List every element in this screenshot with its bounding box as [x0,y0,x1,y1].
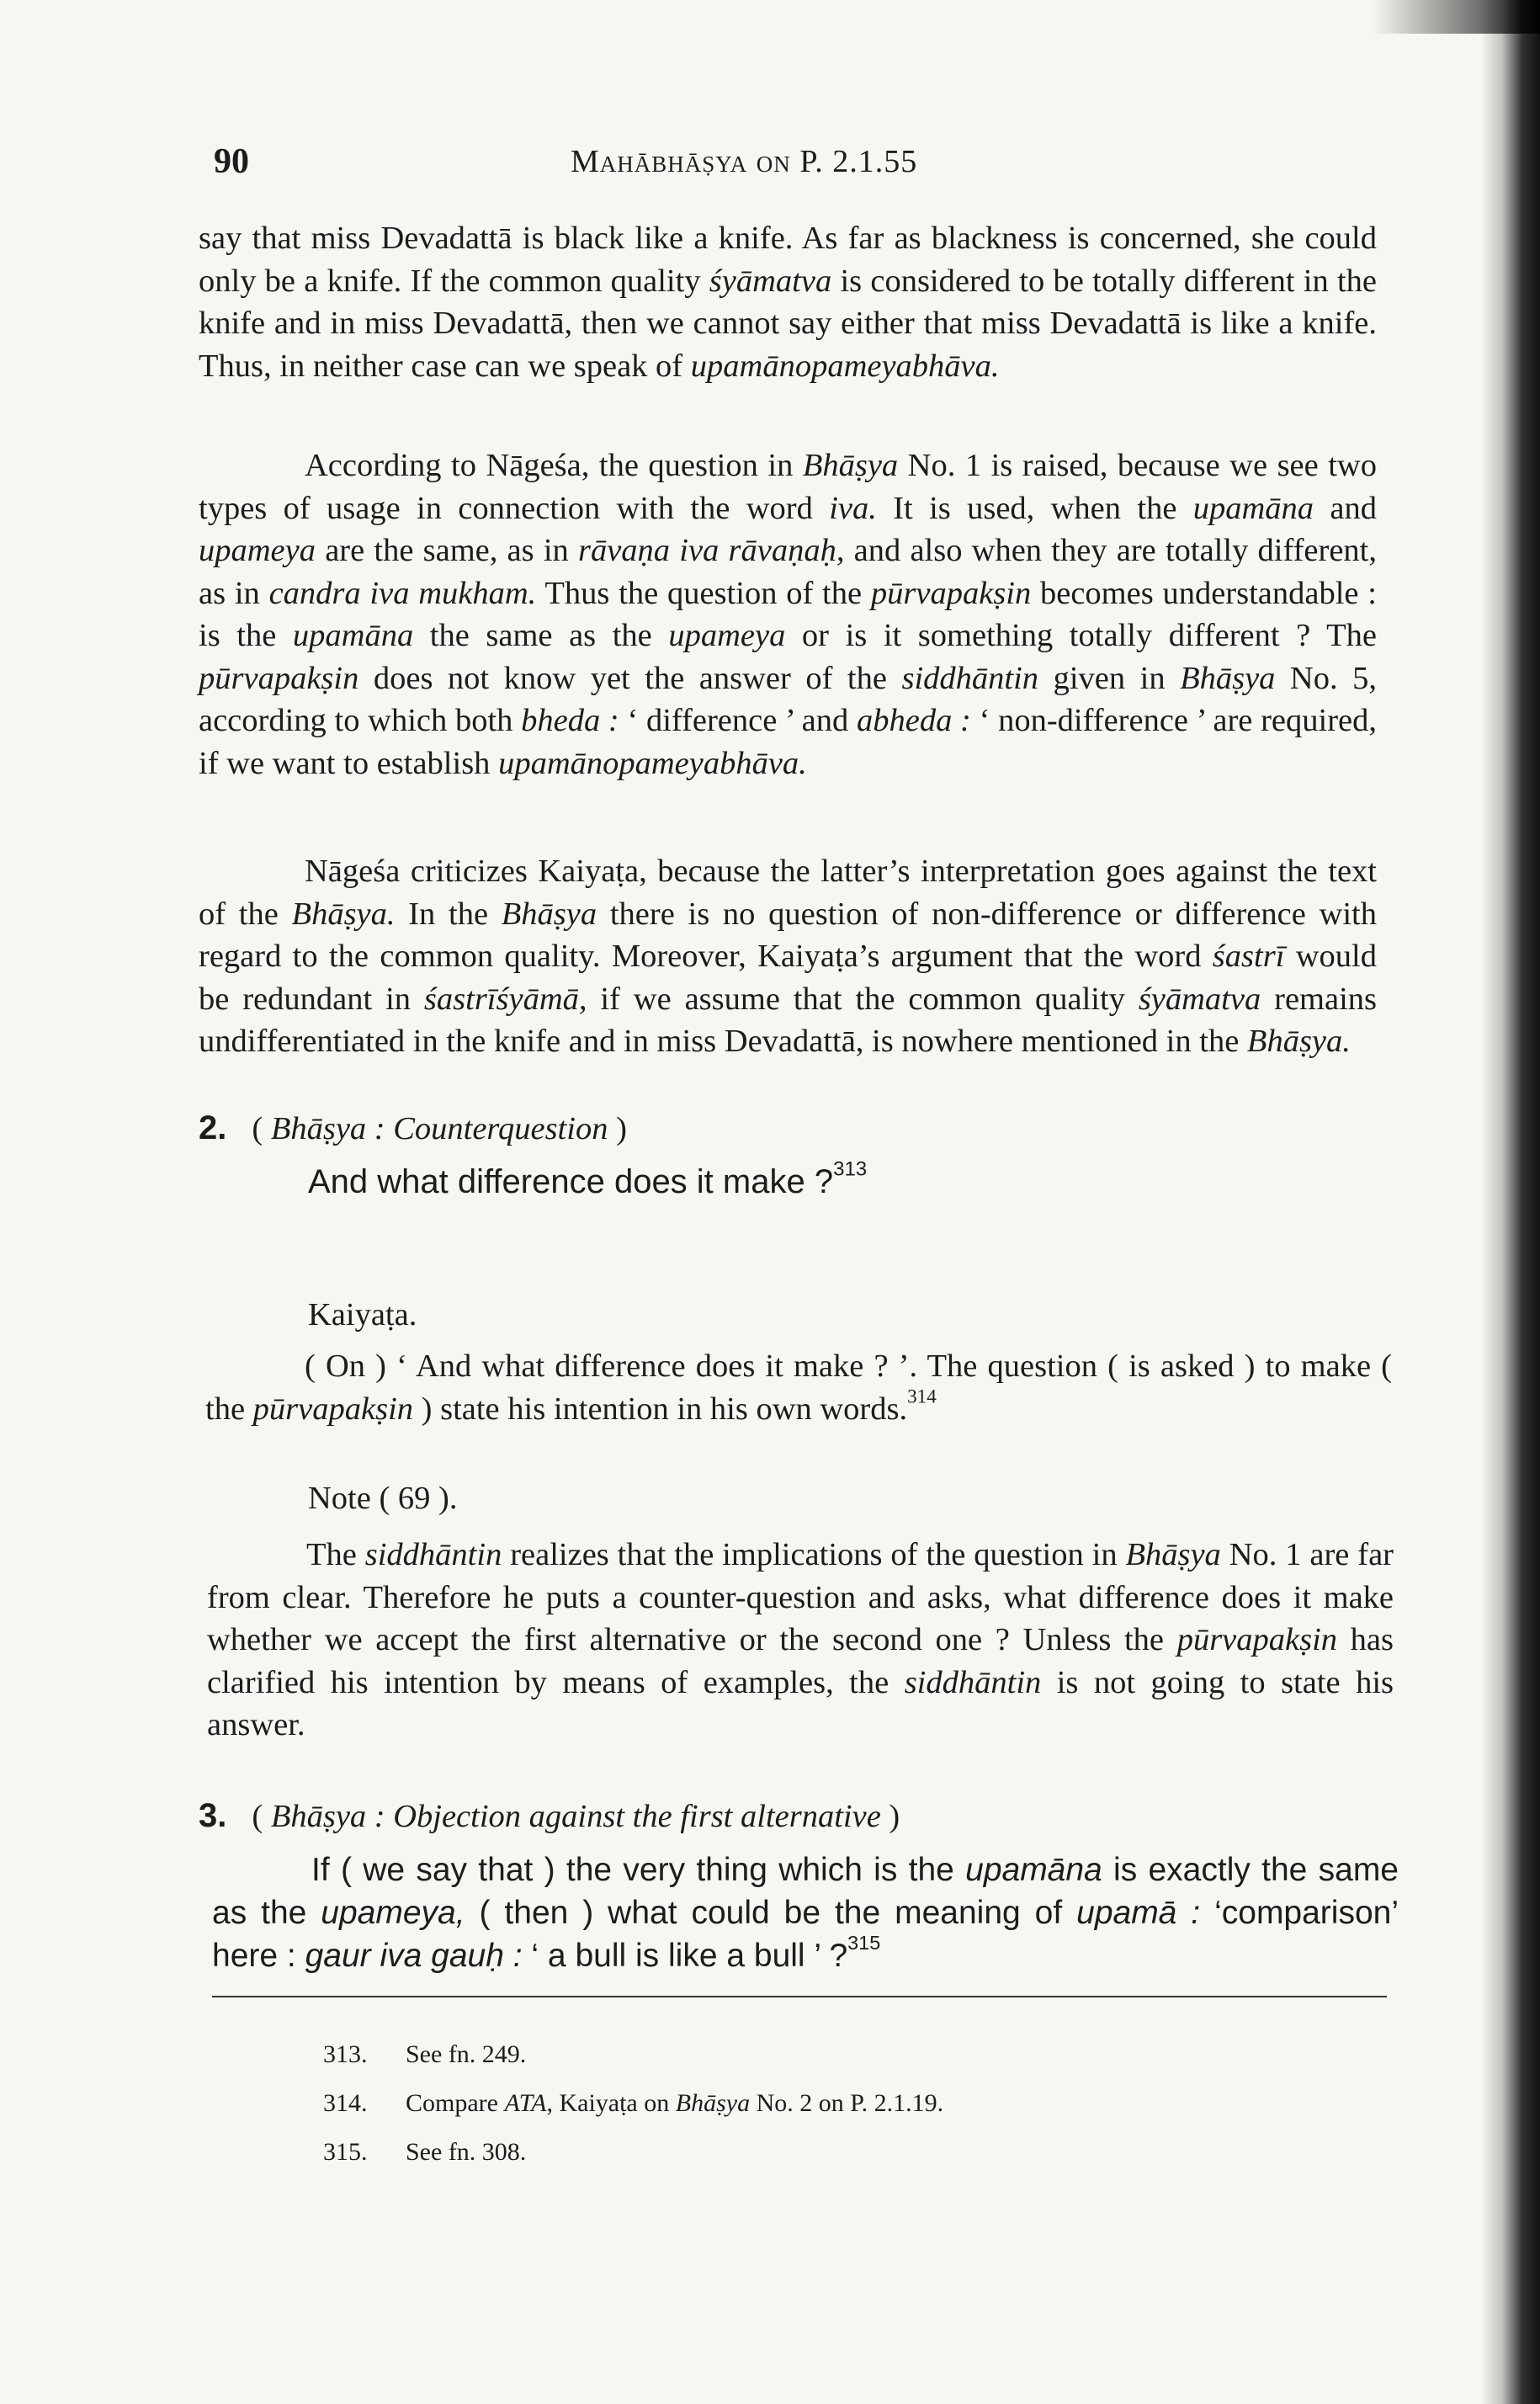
kaiyata-heading: Kaiyaṭa. [308,1297,417,1332]
footnote-ref: 315 [847,1932,881,1955]
section-3-bhasya-text [212,1848,1399,1977]
running-head-ref: P. 2.1.55 [799,144,918,179]
page-header [214,141,1392,192]
text: and [1314,490,1377,526]
text: ( On ) ‘ And what difference does it make ? ’. The question ( is asked ) to make ( the [205,1348,1392,1427]
text: is exactly the same as the [212,1852,1399,1931]
text: No. 2 on P. 2.1.19. [750,2089,944,2117]
text-italic: upameya, [321,1895,465,1931]
text-italic: siddhāntin [364,1537,502,1572]
text: does not know yet the answer of the [358,660,902,696]
running-head-title: Mahābhāṣya on [571,144,791,179]
text: Thus the question of the [536,575,871,611]
text: No. 5, according to which both [199,660,1377,738]
text: , Kaiyaṭa on [546,2089,676,2117]
text: In the [395,896,502,932]
paragraph-2 [199,444,1377,784]
section-title: Bhāṣya : Counterquestion [270,1111,608,1146]
paragraph-3 [199,850,1377,1063]
text-italic: candra iva mukham. [268,575,537,611]
text: ( [252,1111,271,1146]
footnotes [323,2030,943,2177]
text-italic: upamāna [1192,490,1314,526]
footnote-315 [323,2128,943,2177]
text: there is no question of non-difference or difference with regard to the common quality. Moreover, Kaiyaṭa’s argument that the word [199,896,1377,974]
section-2-heading [199,1107,1377,1151]
footnote-ref: 314 [907,1384,937,1407]
text-italic: upamānopameyabhāva. [690,348,1000,384]
text: If ( we say that ) the very thing which is the [311,1852,966,1888]
text: is not going to state his answer. [207,1664,1394,1742]
section-2-bhasya-text [308,1157,868,1201]
text-italic: śastrī [1212,939,1285,974]
text-italic: Bhāṣya [675,2089,751,2117]
text: It is used, when the [876,490,1193,526]
page-number: 90 [214,142,249,181]
kaiyata-paragraph [205,1345,1392,1430]
text-italic: śyāmatva [709,263,832,299]
note-heading: Note ( 69 ). [308,1481,458,1516]
text-italic: pūrvapakṣin [252,1391,414,1427]
text: ) [608,1111,627,1146]
text-italic: upameya [199,533,316,568]
text: if we assume that the common quality [587,981,1139,1017]
text: and also when they are totally different, as in [199,533,1377,611]
text-italic: Bhāṣya [1180,660,1276,696]
text: or is it something totally different ? The [785,618,1378,653]
text: has clarified his intention by means of examples, the [207,1622,1394,1700]
text-italic: gaur iva gauḥ : [305,1938,523,1974]
text-italic: upamā : [1076,1895,1201,1931]
text: ‘ a bull is like a bull ’ ? [522,1938,848,1974]
footnote-number: 315. [323,2138,368,2166]
scan-shadow-corner [1372,0,1540,34]
text: becomes understandable : is the [199,575,1377,653]
text: realizes that the implications of the question in [502,1537,1126,1572]
text-italic: Bhāṣya [1125,1537,1221,1572]
text: ‘comparison’ here : [212,1895,1399,1974]
text: No. 1 are far from clear. Therefore he puts a counter-question and asks, what difference does it make whether we accept the first alternative or the second one ? Unless the [207,1537,1394,1657]
text: ( [252,1799,271,1834]
text: given in [1038,660,1181,696]
note-paragraph [207,1534,1394,1747]
text: say that miss Devadattā is black like a knife. As far as blackness is concerned, she could only be a knife. If the common quality [199,221,1377,299]
text: See fn. 308. [406,2138,527,2166]
text: are the same, as in [315,533,578,568]
text-italic: upamāna [292,618,414,653]
text: ‘ non-difference ’ are required, if we want to establish [199,703,1377,781]
text: See fn. 249. [406,2040,527,2068]
footnote-314 [323,2079,943,2128]
text-italic: bheda : [521,703,619,738]
text-italic: śyāmatva [1138,981,1261,1017]
text-italic: Bhāṣya [501,896,597,932]
running-head [571,143,917,180]
text-italic: upamāna [965,1852,1102,1888]
text-italic: abheda : [856,703,971,738]
text: is considered to be totally different in the knife and in miss Devadattā, then we cannot say either that miss Devadattā is like a knife. Thus, in neither case can we speak of [199,263,1377,384]
text-italic: ATA [504,2089,547,2117]
text: Nāgeśa criticizes Kaiyaṭa, because the latter’s interpretation goes against the text of the [199,854,1377,932]
text: would be redundant in [199,939,1377,1017]
text: ) state his intention in his own words. [413,1391,908,1427]
footnote-313 [323,2030,943,2079]
text-italic: siddhāntin [901,660,1039,696]
text: According to Nāgeśa, the question in [305,448,803,483]
text: No. 1 is raised, because we see two types of usage in connection with the word [199,448,1377,526]
section-3-heading [199,1795,1377,1838]
text-italic: pūrvapakṣin [199,660,359,696]
footnote-divider [212,1996,1387,1997]
text: ( then ) what could be the meaning of [465,1895,1077,1931]
text: And what difference does it make ? [308,1163,834,1200]
text-italic: iva. [829,490,877,526]
text: Compare [406,2089,505,2117]
scan-shadow-edge [1481,0,1540,2404]
footnote-ref: 313 [833,1157,868,1181]
text: remains undifferentiated in the knife and in miss Devadattā, is nowhere mentioned in the [199,981,1377,1059]
text-italic: rāvaṇa iva rāvaṇaḥ, [577,533,845,568]
text: ‘ difference ’ and [619,703,857,738]
text: The [306,1537,365,1572]
text-italic: Bhāṣya [802,448,899,483]
section-number: 2. [199,1109,227,1146]
paragraph-1 [199,217,1377,387]
text-italic: siddhāntin [904,1664,1042,1700]
text-italic: upamānopameyabhāva. [498,745,807,781]
text-italic: Bhāṣya. [1246,1024,1351,1059]
text-italic: Bhāṣya. [291,896,396,932]
section-title: Bhāṣya : Objection against the first alternative [270,1799,881,1834]
text-italic: upameya [668,618,786,653]
footnote-number: 314. [323,2089,368,2117]
text: ) [880,1799,900,1834]
footnote-number: 313. [323,2040,368,2068]
text-italic: pūrvapakṣin [1176,1622,1338,1657]
text-italic: pūrvapakṣin [870,575,1032,611]
text-italic: śastrīśyāmā, [423,981,587,1017]
section-number: 3. [199,1797,227,1834]
text: the same as the [413,618,669,653]
